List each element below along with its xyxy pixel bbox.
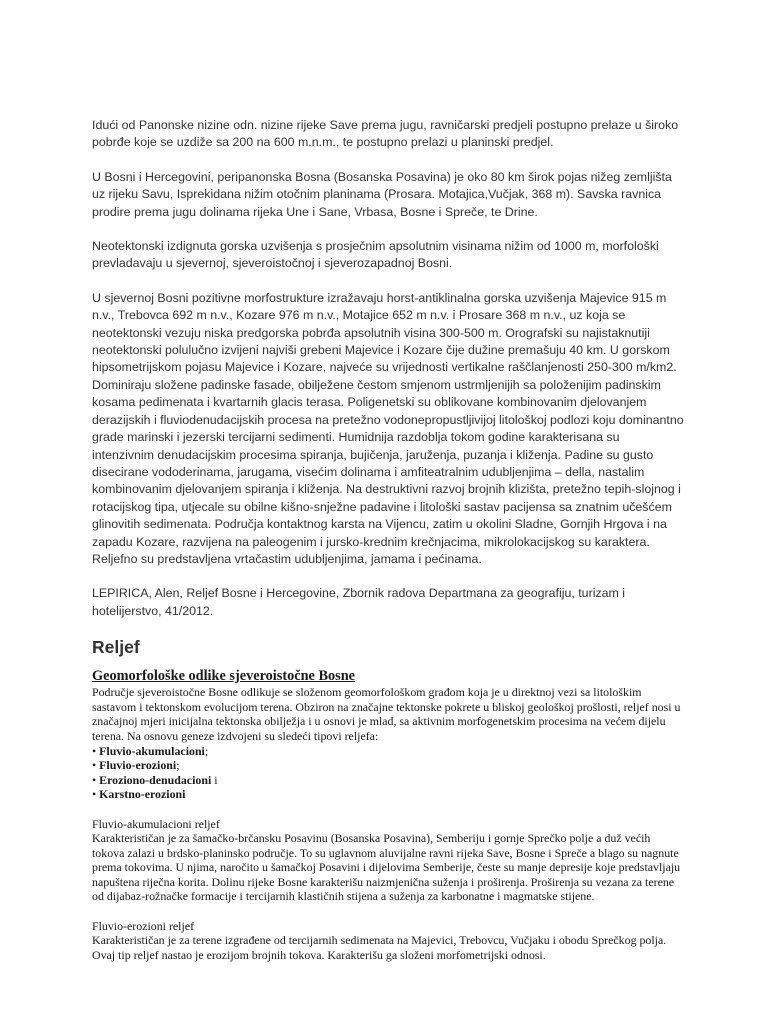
relief-types-list — [92, 744, 684, 802]
relief-type-title: Fluvio-erozioni reljef — [92, 918, 195, 933]
intro-paragraph-3: Neotektonski izdignuta gorska uzvišenja s prosječnim apsolutnim visinama nižim od 1000 m, morfološki prevladavaju u sjevernoj, sjeveroistočnoj i sjeverozapadnoj Bosni. — [92, 239, 659, 271]
subintro-paragraph: Područje sjeveroistočne Bosne odlikuje se složenom geomorfološkom građom koja je u direktnoj vezi sa litološkim sastavom i tektonskom evolucijom terena. Obziron na značajne tektonske pokrete u bliskoj geološkoj prošlosti, reljef nosi u značajnoj mjeri inicijalna tektonska obilježja i u osnovi je mlad, sa aktivnim morfogenetskim procesima na većem dijelu terena. Na osnovu geneze izdvojeni su sledeći tipovi reljefa: — [92, 685, 681, 743]
subheading: Geomorfološke odlike sjeveroistočne Bosne — [92, 668, 356, 685]
intro-section — [92, 117, 684, 620]
intro-paragraph-1: Idući od Panonske nizine odn. nizine rijeke Save prema jugu, ravničarski predjeli postupno prelaze u široko pobrđe koje se uzdiže sa 200 na 600 m.n.m., te postupno prelazi u planinski predjel. — [92, 118, 679, 150]
section-heading: Reljef — [92, 637, 140, 658]
geomorphology-section — [92, 668, 684, 962]
relief-type-title: Fluvio-akumulacioni reljef — [92, 816, 220, 831]
document-page — [92, 117, 684, 962]
list-item: • Eroziono-denudacioni i — [92, 772, 218, 787]
list-item: • Fluvio-akumulacioni; — [92, 743, 209, 758]
list-item: • Fluvio-erozioni; — [92, 758, 180, 773]
list-item: • Karstno-erozioni — [92, 787, 186, 802]
relief-type-text: Karakterističan je za terene izgrađene od tercijarnih sedimenata na Majevici, Trebovcu, Vučjaku i obodu Sprečkog polja. Ovaj tip reljef nastao je erozijom brojnih tokova. Karakterišu ga složeni morfometrijski odnosi. — [92, 933, 667, 962]
intro-paragraph-4: U sjevernoj Bosni pozitivne morfostrukture izražavaju horst-antiklinalna gorska uzvišenja Majevice 915 m n.v., Trebovca 692 m n.v., Kozare 976 m n.v., Motajice 652 m n.v. i Prosare 368 m n.v., uz koja se neotektonski vezuju niska predgorska pobrđa apsolutnih visina 300-500 m. Orografski su najistaknutiji neotektonski polulučno izvijeni najviši grebeni Majevice i Kozare čije dužine premašuju 40 km. U gorskom hipsometrijskom pojasu Majevice i Kozare, najveće su vrijednosti vertikalne raščlanjenosti 250-300 m/km2. Dominiraju složene padinske fasade, obilježene čestom smjenom ustrmljenijih sa položenijim padinskim kosama pedimenata i kvartarnih glacis terasa. Poligenetski su oblikovane kombinovanim djelovanjem derazijskih i fluviodenudacijskih procesa na pretežno vodonepropustljivijoj litološkoj podlozi koju dominantno grade marinski i jezerski tercijarni sedimenti. Humidnija razdoblja tokom godine karakterisana su intenzivnim denudacijskim procesima spiranja, bujičenja, jaruženja, puzanja i kliženja. Padine su gusto disecirane vododerinama, jarugama, visećim dolinama i amfiteatralnim udubljenjima – della, nastalim kombinovanim djelovanjem spiranja i kliženja. Na destruktivni razvoj brojnih klizišta, pretežno tepih-slojnog i rotacijskog tipa, utjecale su obilne kišno-snježne padavine i litološki sastav pacijensa sa znatnim učešćem glinovitih sedimenata. Područja kontaktnog karsta na Vijencu, zatim u okolini Sladne, Gornjih Hrgova i na zapadu Kozare, razvijena na paleogenim i jursko-krednim krečnjacima, mikrolokacijskog su karaktera. Reljefno su predstavljena vrtačastim udubljenjima, jamama i pećinama. — [92, 290, 684, 566]
intro-paragraph-2: U Bosni i Hercegovini, peripanonska Bosna (Bosanska Posavina) je oko 80 km širok pojas nižeg zemljišta uz rijeku Savu, Isprekidana nižim otočnim planinama (Prosara. Motajica,Vučjak, 368 m). Savska ravnica prodire prema jugu dolinama rijeka Une i Sane, Vrbasa, Bosne i Spreče, te Drine. — [92, 169, 672, 219]
citation: LEPIRICA, Alen, Reljef Bosne i Hercegovine, Zbornik radova Departmana za geografiju, turizam i hotelijerstvo, 41/2012. — [92, 586, 626, 618]
relief-type-text: Karakterističan je za šamačko-brčansku Posavinu (Bosanska Posavina), Semberiju i gornje Sprečko polje a duž većih tokova zalazi u brdsko-planinsko područje. To su uglavnom aluvijalne ravni rijeka Save, Bosne i Spreče a blago su nagnute prema tokovima. U njima, naročito u šamačkoj Posavini i dijelovima Semberije, česte su manje depresije koje predstavljaju napuštena riječna korita. Dolinu rijeke Bosne karakterišu naizmjenična suženja i proširenja. Proširenja su vezana za terene od dijabaz-rožnačke formacije i tercijarnih klastičnih stijena a suženja za karbonatne i magmatske stijene. — [92, 831, 681, 904]
